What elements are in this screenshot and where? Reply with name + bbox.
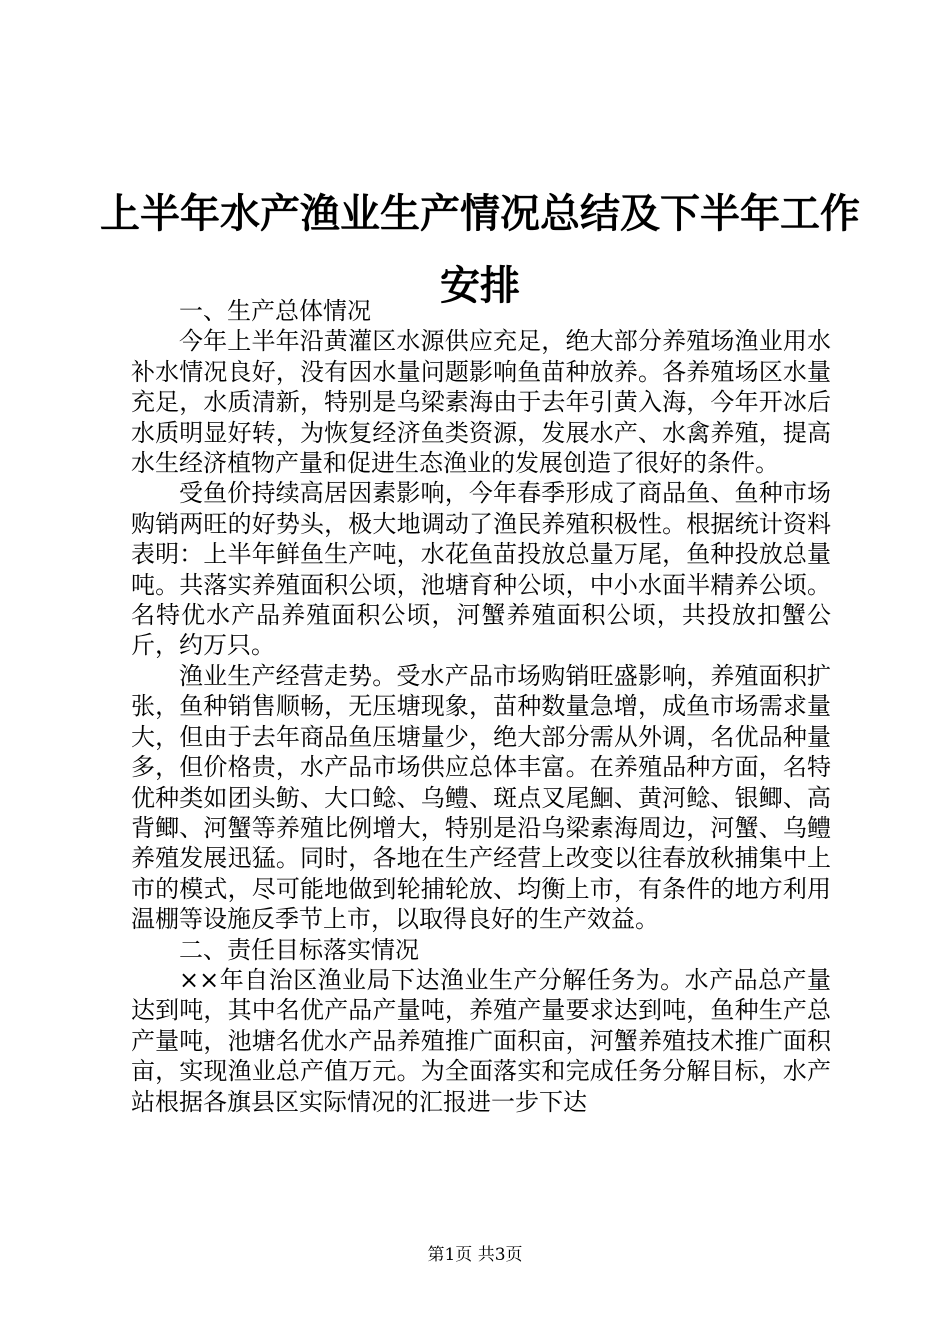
paragraph-3: 渔业生产经营走势。受水产品市场购销旺盛影响，养殖面积扩张，鱼种销售顺畅，无压塘现象，苗种数量急增，成鱼市场需求量大，但由于去年商品鱼压塘量少，绝大部分需从外调，名优品种量多，但价格贵，水产品市场供应总体丰富。在养殖品种方面，名特优种类如团头鲂、大口鲶、乌鳢、斑点叉尾鮰、黄河鲶、银鲫、高背鲫、河蟹等养殖比例增大，特别是沿乌梁素海周边，河蟹、乌鳢养殖发展迅猛。同时，各地在生产经营上改变以往春放秋捕集中上市的模式，尽可能地做到轮捕轮放、均衡上市，有条件的地方利用温棚等设施反季节上市，以取得良好的生产效益。 [131, 661, 831, 934]
section-heading-2: 二、责任目标落实情况 [179, 935, 419, 964]
document-title: 上半年水产渔业生产情况总结及下半年工作安排 [100, 190, 860, 309]
paragraph-4: ××年自治区渔业局下达渔业生产分解任务为。水产品总产量达到吨，其中名优产品产量吨，养殖产量要求达到吨，鱼种生产总产量吨，池塘名优水产品养殖推广面积亩，河蟹养殖技术推广面积亩，实现渔业总产值万元。为全面落实和完成任务分解目标，水产站根据各旗县区实际情况的汇报进一步下达 [131, 965, 831, 1116]
page-footer: 第1页 共3页 [427, 1245, 523, 1265]
paragraph-1: 今年上半年沿黄灌区水源供应充足，绝大部分养殖场渔业用水补水情况良好，没有因水量问题影响鱼苗种放养。各养殖场区水量充足，水质清新，特别是乌梁素海由于去年引黄入海，今年开冰后水质明显好转，为恢复经济鱼类资源，发展水产、水禽养殖，提高水生经济植物产量和促进生态渔业的发展创造了很好的条件。 [131, 327, 831, 478]
paragraph-2: 受鱼价持续高居因素影响，今年春季形成了商品鱼、鱼种市场购销两旺的好势头，极大地调动了渔民养殖积极性。根据统计资料表明：上半年鲜鱼生产吨，水花鱼苗投放总量万尾，鱼种投放总量吨。共落实养殖面积公顷，池塘育种公顷，中小水面半精养公顷。名特优水产品养殖面积公顷，河蟹养殖面积公顷，共投放扣蟹公斤，约万只。 [131, 479, 831, 660]
document-body [131, 296, 831, 1117]
section-heading-1: 一、生产总体情况 [179, 297, 371, 325]
